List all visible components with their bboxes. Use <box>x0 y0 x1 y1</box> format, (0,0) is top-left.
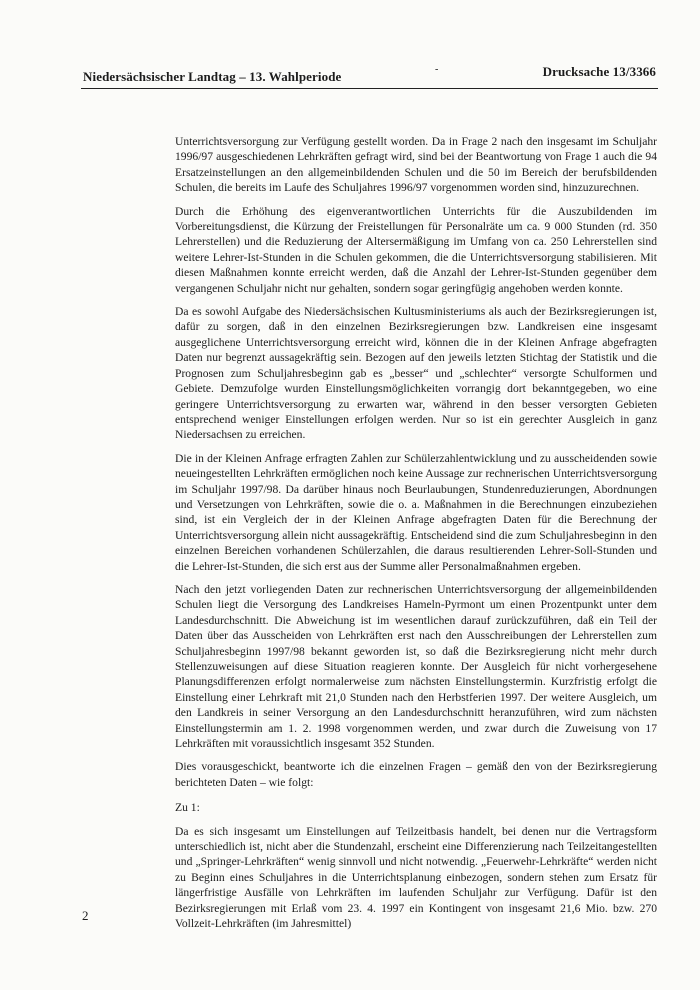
header-mark: - <box>435 64 439 75</box>
paragraph: Da es sich insgesamt um Einstellungen auf Teilzeitbasis handelt, bei denen nur die Vertragsform unterschiedlich ist, nicht aber die Stundenzahl, erscheint eine Differenzierung nach Teilzeitangestellten und „Springer-Lehrkräften“ wenig sinnvoll und nicht notwendig. „Feuerwehr-Lehrkräfte“ werden nicht zu Beginn eines Schuljahres in die Unterrichtsplanung einbezogen, sondern stehen zum Ersatz für längerfristige Ausfälle von Lehrkräften im laufenden Schuljahr zur Verfügung. Dafür ist den Bezirksregierungen mit Erlaß vom 23. 4. 1997 ein Kontingent von insgesamt 21,6 Mio. bzw. 270 Vollzeit-Lehrkräften (im Jahresmittel) <box>175 824 657 931</box>
document-number: Drucksache 13/3366 <box>542 64 656 79</box>
header-rule <box>81 88 658 89</box>
body-text <box>175 134 657 940</box>
paragraph: Durch die Erhöhung des eigenverantwortlichen Unterrichts für die Auszubildenden im Vorbereitungsdienst, die Kürzung der Freistellungen für Personalräte um ca. 9 000 Stunden (rd. 350 Lehrerstellen) und die Reduzierung der Altersermäßigung im Umfang von ca. 250 Lehrerstellen sind weitere Lehrer-Ist-Stunden in die Schulen gekommen, die die Unterrichtsversorgung stabilisieren. Mit diesen Maßnahmen konnte erreicht werden, daß die Anzahl der Lehrer-Ist-Stunden gegenüber dem vergangenen Schuljahr nicht nur gehalten, sondern sogar geringfügig angehoben werden konnte. <box>175 204 657 295</box>
header-title: Niedersächsischer Landtag – 13. Wahlperiode <box>83 69 342 84</box>
paragraph: Da es sowohl Aufgabe des Niedersächsischen Kultusministeriums als auch der Bezirksregierungen ist, dafür zu sorgen, daß in den einzelnen Bezirksregierungen bzw. Landkreisen eine insgesamt ausgeglichene Unterrichtsversorgung erreicht wird, können die in der Kleinen Anfrage abgefragten Daten nur begrenzt aussagekräftig sein. Bezogen auf den jeweils letzten Stichtag der Statistik und die Prognosen zum Schuljahresbeginn gab es „besser“ und „schlechter“ versorgte Schulformen und Gebiete. Demzufolge wurden Einstellungsmöglichkeiten vorrangig dort bekanntgegeben, wo eine geringere Unterrichtsversorgung zu erwarten war, während in den besser versorgten Gebieten entsprechend weniger Einstellungen erfolgen werden. Nur so ist ein gerechter Ausgleich in ganz Niedersachsen zu erreichen. <box>175 305 657 442</box>
page-header <box>83 64 656 86</box>
paragraph: Unterrichtsversorgung zur Verfügung gestellt worden. Da in Frage 2 nach den insgesamt im Schuljahr 1996/97 ausgeschiedenen Lehrkräften gefragt wird, sind bei der Beantwortung von Frage 1 auch die 94 Ersatzeinstellungen an den allgemeinbildenden Schulen und die 50 im Bereich der berufsbildenden Schulen, die bereits im Laufe des Schuljahres 1996/97 vorgenommen worden sind, hinzuzurechnen. <box>175 135 657 195</box>
paragraph: Nach den jetzt vorliegenden Daten zur rechnerischen Unterrichtsversorgung der allgemeinbildenden Schulen liegt die Versorgung des Landkreises Hameln-Pyrmont um einen Prozentpunkt unter dem Landesdurchschnitt. Die Abweichung ist im wesentlichen darauf zurückzuführen, daß ein Teil der Daten über das Ausscheiden von Lehrkräften erst nach den Ausschreibungen der Lehrerstellen zum Schuljahresbeginn 1997/98 bekannt geworden ist, so daß die Bezirksregierung nicht mehr durch Stellenzuweisungen auf diese Situation reagieren konnte. Der Ausgleich für nicht vorhergesehene Planungsdifferenzen erfolgt normalerweise zum nächsten Einstellungstermin. Kurzfristig erfolgt die Einstellung einer Lehrkraft mit 21,0 Stunden nach den Herbstferien 1997. Der weitere Ausgleich, um den Landkreis in seiner Versorgung an den Landesdurchschnitt heranzuführen, wird zum nächsten Einstellungstermin am 1. 2. 1998 vorgenommen werden, und zwar durch die Zuweisung von 17 Lehrkräften mit voraussichtlich insgesamt 352 Stunden. <box>175 582 657 751</box>
page-number: 2 <box>82 908 89 923</box>
paragraph: Dies vorausgeschickt, beantworte ich die einzelnen Fragen – gemäß den von der Bezirksregierung berichteten Daten – wie folgt: <box>175 760 657 789</box>
answer-heading: Zu 1: <box>175 801 200 815</box>
paragraph: Die in der Kleinen Anfrage erfragten Zahlen zur Schülerzahlentwicklung und zu ausscheidenden sowie neueingestellten Lehrkräften ermöglichen noch keine Aussage zur rechnerischen Unterrichtsversorgung im Schuljahr 1997/98. Da darüber hinaus noch Beurlaubungen, Stundenreduzierungen, Abordnungen und Versetzungen von Lehrkräften, sowie die o. a. Maßnahmen in die Berechnungen einzubeziehen sind, ist ein Vergleich der in der Kleinen Anfrage abgefragten Daten für die Berechnung der Unterrichtsversorgung allein nicht aussagekräftig. Entscheidend sind die zum Schuljahresbeginn in den einzelnen Bereichen vorhandenen Schülerzahlen, die daraus resultierenden Lehrer-Soll-Stunden und die Lehrer-Ist-Stunden, die sich erst aus der Summe aller Personalmaßnahmen ergeben. <box>175 451 657 573</box>
